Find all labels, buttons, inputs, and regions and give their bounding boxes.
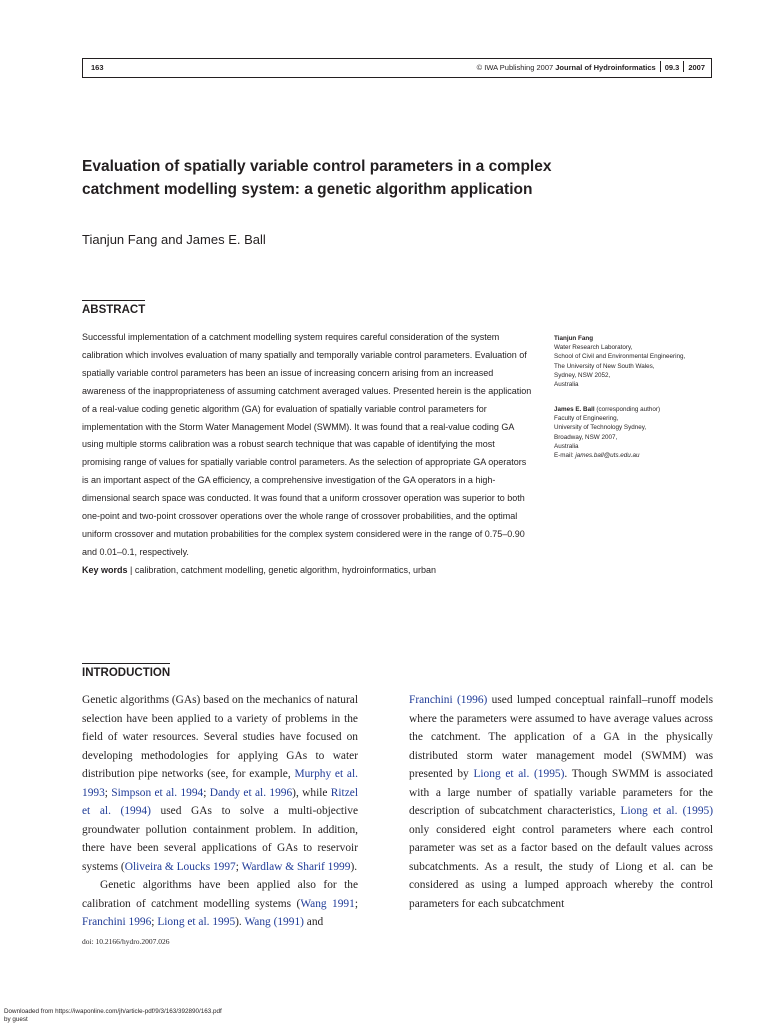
email-link[interactable]: james.ball@uts.edu.au — [575, 452, 640, 460]
affiliation-line: Sydney, NSW 2052, — [554, 371, 611, 379]
citation-link[interactable]: Franchini 1996 — [82, 916, 152, 928]
article-title: Evaluation of spatially variable control parameters in a complex catchment modelling system: a genetic algorithm application — [82, 158, 552, 198]
doi-line: doi: 10.2166/hydro.2007.026 — [82, 937, 170, 946]
download-guest: by guest — [4, 1015, 28, 1023]
email-line — [554, 451, 660, 460]
download-note — [4, 1008, 222, 1023]
citation-link[interactable]: Liong et al. 1995 — [157, 916, 236, 928]
journal-issue: 09.3 — [664, 63, 680, 72]
affiliation-fang — [554, 334, 685, 389]
citation-link[interactable]: Ritzel et al. (1994) — [82, 786, 358, 817]
affiliation-line: Water Research Laboratory, — [554, 344, 633, 352]
page-number: 163 — [91, 63, 104, 72]
affiliation-line: Australia — [554, 381, 579, 389]
affiliation-line: Broadway, NSW 2007, — [554, 433, 618, 441]
text-run: only considered eight control parameters where each control parameter was set as a factor based on the default values across subcatchments. As a result, the study of Liong et al. can be considered as using a lumped approach whereby the control parameters for each subcatchment — [409, 823, 713, 910]
text-run: used GAs to solve a multi-objective groundwater pollution containment problem. In addition, there have been several applications of GAs to reservoir systems ( — [82, 805, 358, 873]
citation-link[interactable]: Franchini (1996) — [409, 694, 488, 706]
text-run: ). — [235, 916, 245, 928]
abstract-heading: ABSTRACT — [82, 300, 145, 317]
affiliation-line: Australia — [554, 442, 579, 450]
affiliation-ball — [554, 405, 660, 460]
citation-link[interactable]: Murphy et al. 1993 — [82, 768, 358, 799]
abstract-text: Successful implementation of a catchment modelling system requires careful consideration of the system calibration which involves evaluation of many spatially and temporally variable control parameters. Evaluation of spatially variable control parameters has been an issue of increasing concern arising from an increased awareness of the inappropriateness of assuming catchment averaged values. Presented herein is the application of a real-value coding genetic algorithm (GA) for evaluation of spatially variable control parameters for implementation with the Storm Water Management Model (SWMM). It was found that a real-value coding GA using multiple storms calibration was a robust search technique that was capable of identifying the most promising range of values for spatially variable control parameters. As the selection of appropriate GA operators is an important aspect of the GA efficiency, a comprehensive investigation of the GA operators in a high-dimensional search space was conducted. It was found that a uniform crossover operation was superior to both one-point and two-point crossover operations over the whole range of crossover probabilities, and the optimal uniform crossover and mutation probabilities for the complex system considered were in the range of 0.75–0.90 and 0.01–0.1, respectively. — [82, 332, 532, 557]
affiliation-line: Faculty of Engineering, — [554, 415, 619, 423]
citation-link[interactable]: Liong et al. (1995) — [620, 805, 713, 817]
citation-link[interactable]: Oliveira & Loucks 1997 — [124, 860, 236, 873]
keywords-line: Key words | calibration, catchment modelling, genetic algorithm, hydroinformatics, urban — [82, 564, 437, 575]
journal-info — [477, 59, 705, 77]
text-run: ; — [354, 897, 358, 910]
text-run: Genetic algorithms have been applied also for the calibration of catchment modelling systems ( — [82, 879, 358, 910]
citation-link[interactable]: Dandy et al. 1996 — [209, 786, 293, 799]
text-run: and — [303, 916, 324, 928]
text-run: ; — [104, 786, 112, 799]
text-run: Genetic algorithms (GAs) based on the mechanics of natural selection have been applied to a variety of problems in the field of water resources. Several studies have focused on developing methodologies for applying GAs to water distribution pipe networks (see, for example, — [82, 694, 358, 780]
publisher-copyright: © IWA Publishing 2007 — [476, 63, 554, 72]
keywords-label: Key words — [82, 564, 128, 575]
affiliation-name-line — [554, 405, 660, 414]
abstract-body — [82, 329, 532, 580]
article-authors: Tianjun Fang and James E. Ball — [82, 232, 266, 247]
keywords-list: calibration, catchment modelling, genetic algorithm, hydroinformatics, urban — [134, 564, 437, 575]
email-label: E-mail: — [554, 452, 574, 460]
text-run: ; — [235, 860, 242, 873]
citation-link[interactable]: Wardlaw & Sharif 1999 — [241, 860, 351, 873]
intro-column-right — [409, 691, 713, 913]
text-run: ), while — [292, 786, 331, 799]
text-run: ). — [350, 860, 358, 873]
affiliation-name: James E. Ball — [554, 406, 595, 413]
citation-link[interactable]: Wang (1991) — [244, 916, 304, 928]
text-run: ; — [151, 916, 158, 928]
intro-column-left — [82, 691, 358, 932]
affiliation-line: The University of New South Wales, — [554, 362, 655, 370]
citation-link[interactable]: Wang 1991 — [300, 897, 355, 910]
intro-paragraph-1 — [82, 691, 358, 876]
download-url[interactable]: Downloaded from https://iwaponline.com/jh/article-pdf/9/3/163/392890/163.pdf — [4, 1008, 222, 1015]
introduction-heading: INTRODUCTION — [82, 663, 170, 680]
citation-link[interactable]: Simpson et al. 1994 — [111, 786, 204, 799]
journal-name: Journal of Hydroinformatics — [555, 63, 656, 72]
text-run: . Though SWMM is associated with a large number of spatially variable parameters for the description of subcatchment characteristics, — [409, 768, 713, 817]
citation-link[interactable]: Liong et al. (1995) — [473, 768, 565, 780]
affiliation-line: University of Technology Sydney, — [554, 424, 647, 432]
intro-paragraph-3 — [409, 691, 713, 913]
text-run: used lumped conceptual rainfall–runoff models where the parameters were assumed to have average values across the catchment. The application of a GA in the physically distributed storm water management model (SWMM) was presented by — [409, 694, 713, 780]
affiliation-name: Tianjun Fang — [554, 335, 594, 342]
intro-paragraph-2 — [82, 876, 358, 932]
corresponding-note: (corresponding author) — [596, 406, 661, 413]
affiliation-line: School of Civil and Environmental Engineering, — [554, 353, 686, 361]
running-header — [82, 58, 712, 78]
text-run: ; — [203, 786, 210, 799]
journal-year: 2007 — [688, 63, 705, 72]
